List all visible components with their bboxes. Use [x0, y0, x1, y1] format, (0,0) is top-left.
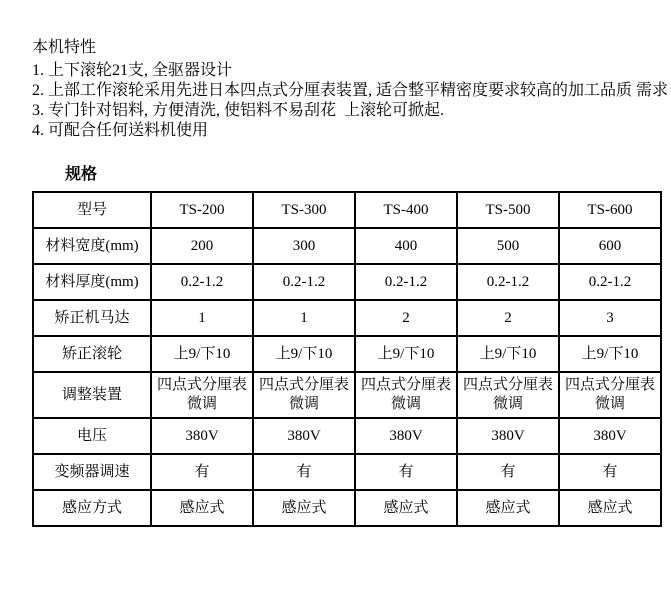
table-cell: 0.2-1.2 [559, 264, 661, 300]
table-cell: 380V [457, 418, 559, 454]
row-label: 材料厚度(mm) [33, 264, 151, 300]
table-cell: 有 [355, 454, 457, 490]
table-cell: 1 [151, 300, 253, 336]
table-cell: 400 [355, 228, 457, 264]
table-cell: 1 [253, 300, 355, 336]
table-cell: 四点式分厘表微调 [253, 372, 355, 418]
features-title: 本机特性 [32, 39, 97, 56]
spec-table [32, 191, 662, 527]
table-row-material-width [33, 228, 661, 264]
row-label: 矫正机马达 [33, 300, 151, 336]
table-cell: 上9/下10 [355, 336, 457, 372]
table-cell: 感应式 [151, 490, 253, 526]
table-cell: 有 [151, 454, 253, 490]
table-cell: 2 [355, 300, 457, 336]
table-cell: 感应式 [457, 490, 559, 526]
table-cell: 0.2-1.2 [355, 264, 457, 300]
feature-item-3: 3. 专门针对铝料, 方便清洗, 使铝料不易刮花 上滚轮可掀起. [32, 102, 445, 119]
table-cell: 2 [457, 300, 559, 336]
col-header-ts500: TS-500 [457, 192, 559, 228]
row-label: 变频器调速 [33, 454, 151, 490]
table-row-rollers [33, 336, 661, 372]
table-cell: 四点式分厘表微调 [355, 372, 457, 418]
col-header-model: 型号 [33, 192, 151, 228]
col-header-ts600: TS-600 [559, 192, 661, 228]
table-cell: 380V [355, 418, 457, 454]
table-cell: 200 [151, 228, 253, 264]
table-cell: 感应式 [559, 490, 661, 526]
table-row-inverter [33, 454, 661, 490]
table-row-sensing [33, 490, 661, 526]
table-cell: 四点式分厘表微调 [559, 372, 661, 418]
table-row-motor [33, 300, 661, 336]
table-header-row [33, 192, 661, 228]
table-cell: 500 [457, 228, 559, 264]
table-cell: 四点式分厘表微调 [457, 372, 559, 418]
table-row-adjustment [33, 372, 661, 418]
table-cell: 上9/下10 [559, 336, 661, 372]
table-cell: 380V [253, 418, 355, 454]
table-row-voltage [33, 418, 661, 454]
spec-title: 规格 [65, 166, 98, 183]
table-cell: 有 [253, 454, 355, 490]
table-cell: 0.2-1.2 [151, 264, 253, 300]
row-label: 电压 [33, 418, 151, 454]
table-cell: 感应式 [253, 490, 355, 526]
table-row-material-thickness [33, 264, 661, 300]
col-header-ts300: TS-300 [253, 192, 355, 228]
table-cell: 600 [559, 228, 661, 264]
feature-item-4: 4. 可配合任何送料机使用 [32, 122, 209, 139]
feature-item-1: 1. 上下滚轮21支, 全驱器设计 [32, 62, 233, 79]
row-label: 矫正滚轮 [33, 336, 151, 372]
table-cell: 感应式 [355, 490, 457, 526]
table-cell: 3 [559, 300, 661, 336]
table-cell: 上9/下10 [457, 336, 559, 372]
feature-item-2: 2. 上部工作滚轮采用先进日本四点式分厘表装置, 适合整平精密度要求较高的加工品质 需求 [32, 82, 669, 99]
table-cell: 0.2-1.2 [253, 264, 355, 300]
table-cell: 380V [559, 418, 661, 454]
table-cell: 380V [151, 418, 253, 454]
row-label: 材料宽度(mm) [33, 228, 151, 264]
table-cell: 有 [457, 454, 559, 490]
table-cell: 300 [253, 228, 355, 264]
row-label: 调整装置 [33, 372, 151, 418]
col-header-ts200: TS-200 [151, 192, 253, 228]
table-cell: 上9/下10 [253, 336, 355, 372]
col-header-ts400: TS-400 [355, 192, 457, 228]
row-label: 感应方式 [33, 490, 151, 526]
table-cell: 四点式分厘表微调 [151, 372, 253, 418]
table-cell: 0.2-1.2 [457, 264, 559, 300]
table-cell: 有 [559, 454, 661, 490]
table-cell: 上9/下10 [151, 336, 253, 372]
